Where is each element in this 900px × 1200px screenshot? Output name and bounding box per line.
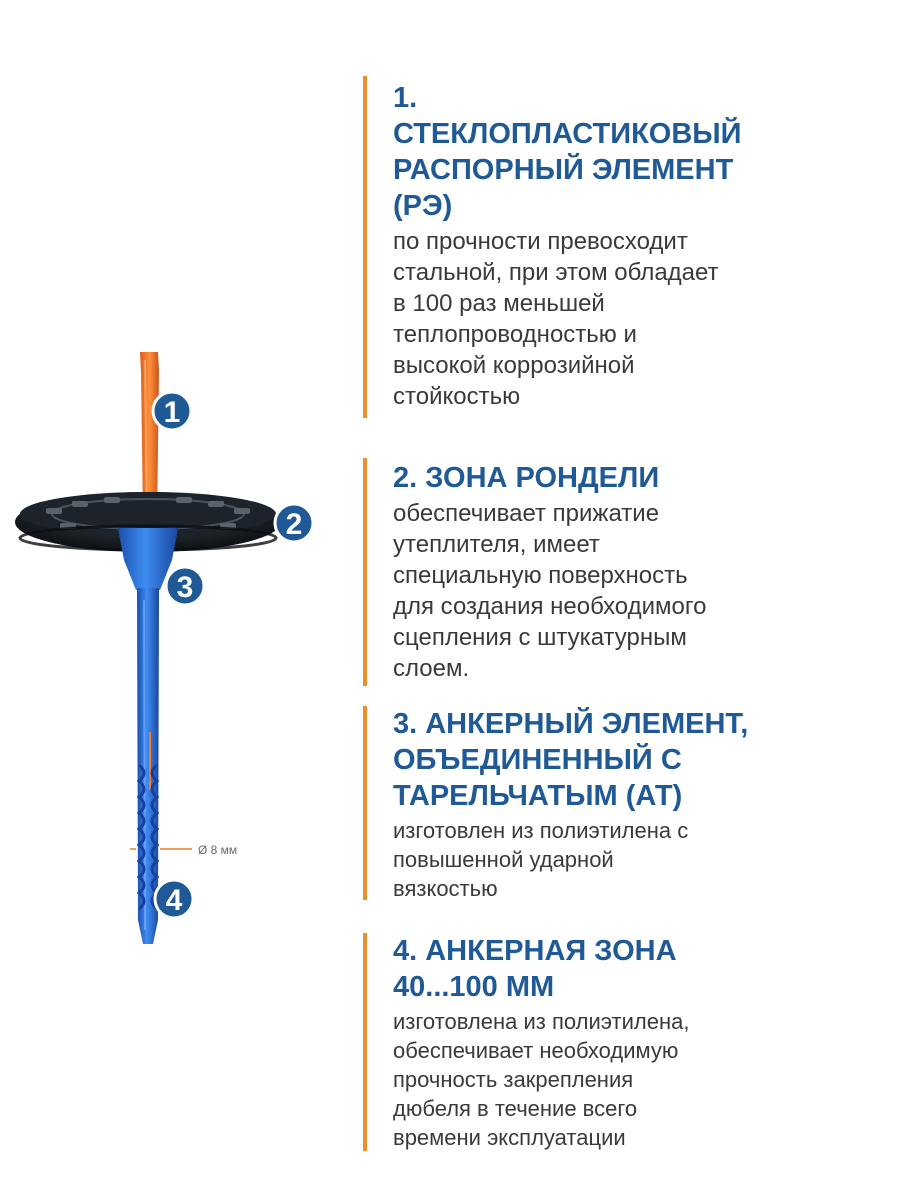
heading-line: 40...100 ММ (393, 971, 555, 1003)
callout-number: 3 (176, 571, 194, 604)
callout-badge-2 (275, 504, 313, 542)
heading-line: (РЭ) (393, 190, 453, 222)
body-line: для создания необходимого (393, 593, 707, 620)
callout-number: 4 (165, 884, 183, 917)
section-heading (393, 933, 783, 1005)
heading-line: 4. АНКЕРНАЯ ЗОНА (393, 935, 677, 967)
heading-line: РАСПОРНЫЙ ЭЛЕМЕНТ (393, 154, 734, 186)
callout-badge-1 (153, 392, 191, 430)
section-heading (393, 706, 783, 814)
body-line: дюбеля в течение всего (393, 1096, 638, 1121)
heading-line: 2. ЗОНА РОНДЕЛИ (393, 462, 660, 494)
body-line: в 100 раз меньшей (393, 290, 605, 317)
section-washer-zone (363, 458, 783, 686)
body-line: обеспечивает необходимую (393, 1038, 679, 1063)
body-line: стальной, при этом обладает (393, 259, 719, 286)
dowel-illustration (0, 0, 360, 1200)
section-body (393, 816, 783, 903)
body-line: повышенной ударной (393, 847, 614, 872)
body-line: стойкостью (393, 383, 521, 410)
body-line: высокой коррозийной (393, 352, 635, 379)
heading-line: 3. АНКЕРНЫЙ ЭЛЕМЕНТ, (393, 708, 749, 740)
section-body (393, 498, 783, 684)
callout-number: 2 (285, 508, 303, 541)
diameter-label: Ø 8 мм (198, 843, 238, 857)
callout-badge-3 (166, 567, 204, 605)
body-line: вязкостью (393, 876, 498, 901)
section-body (393, 1007, 783, 1152)
section-anchor-zone (363, 933, 783, 1151)
body-line: теплопроводностью и (393, 321, 637, 348)
body-line: сцепления с штукатурным (393, 624, 687, 651)
section-spacer-element (363, 76, 783, 418)
body-line: времени эксплуатации (393, 1125, 626, 1150)
body-line: изготовлена из полиэтилена, (393, 1009, 690, 1034)
body-line: по прочности превосходит (393, 228, 688, 255)
heading-line: СТЕКЛОПЛАСТИКОВЫЙ (393, 118, 742, 150)
body-line: слоем. (393, 655, 470, 682)
callout-number: 1 (163, 396, 181, 429)
body-line: обеспечивает прижатие (393, 500, 660, 527)
body-line: утеплителя, имеет (393, 531, 600, 558)
heading-line: ТАРЕЛЬЧАТЫМ (АТ) (393, 780, 683, 812)
heading-line: 1. (393, 82, 418, 114)
section-heading (393, 458, 783, 496)
heading-line: ОБЪЕДИНЕННЫЙ С (393, 744, 682, 776)
section-heading (393, 76, 783, 224)
body-line: прочность закрепления (393, 1067, 634, 1092)
section-body (393, 226, 783, 412)
callout-badge-4 (155, 880, 193, 918)
body-line: изготовлен из полиэтилена с (393, 818, 689, 843)
section-anchor-element (363, 706, 783, 900)
body-line: специальную поверхность (393, 562, 688, 589)
